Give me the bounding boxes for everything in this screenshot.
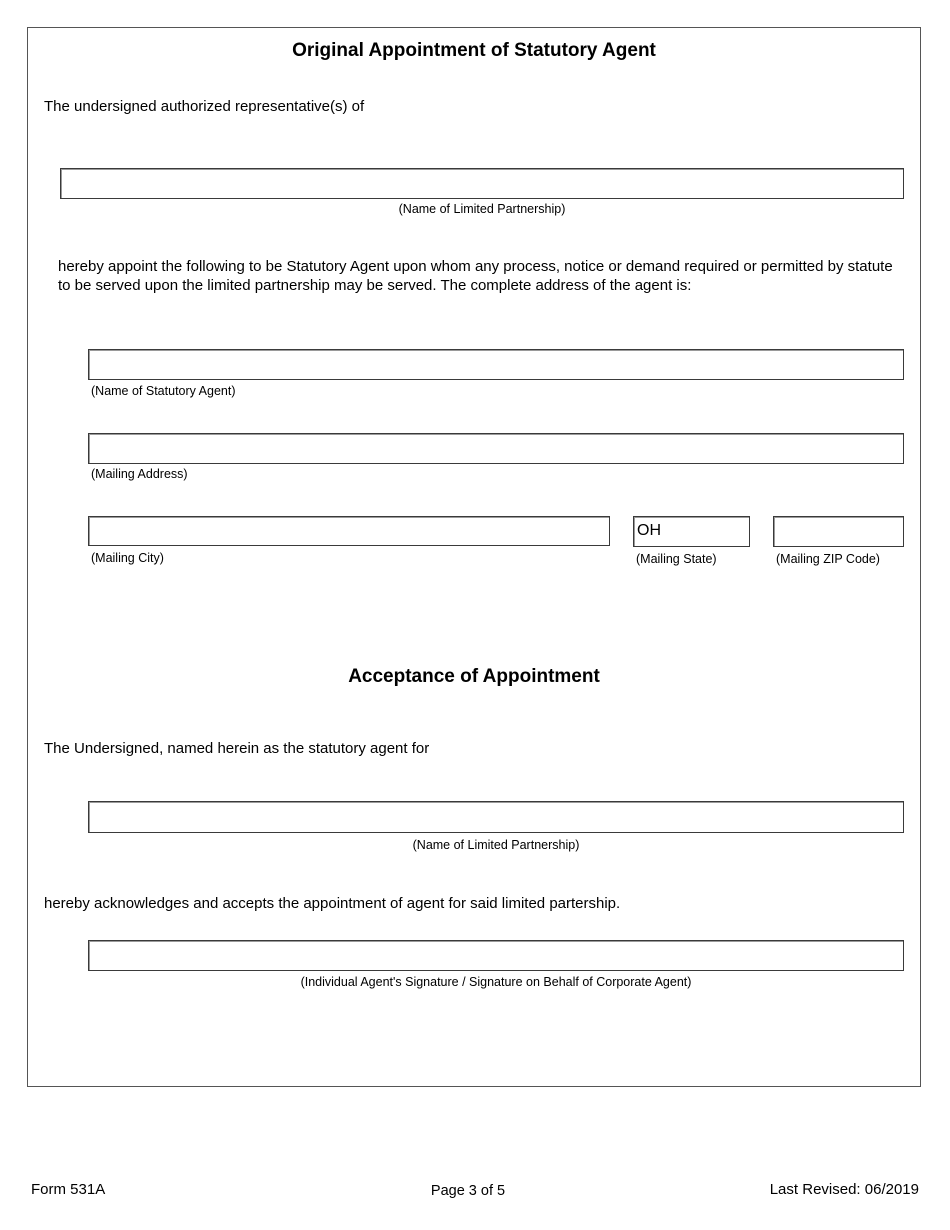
section-title-appointment: Original Appointment of Statutory Agent [292, 40, 656, 61]
agent-name-caption: (Name of Statutory Agent) [91, 384, 236, 398]
mailing-address-caption: (Mailing Address) [91, 467, 188, 481]
mailing-zip-caption: (Mailing ZIP Code) [776, 552, 880, 566]
appoint-text: hereby appoint the following to be Statutory Agent upon whom any process, notice or demand required or permitted by statute to be served upon the limited partnership may be served. The complete address of the agent is: [58, 258, 893, 294]
last-revised: Last Revised: 06/2019 [769, 1181, 919, 1198]
mailing-state-field[interactable]: OH [633, 516, 750, 547]
section-title-acceptance: Acceptance of Appointment [348, 666, 600, 687]
page-number: Page 3 of 5 [430, 1183, 506, 1199]
form-number: Form 531A [31, 1181, 106, 1198]
agent-name-field[interactable] [88, 349, 904, 380]
lp-name-field[interactable] [60, 168, 904, 199]
acceptance-intro-text: The Undersigned, named herein as the statutory agent for [44, 740, 430, 757]
mailing-state-caption: (Mailing State) [636, 552, 717, 566]
mailing-zip-field[interactable] [773, 516, 904, 547]
mailing-address-field[interactable] [88, 433, 904, 464]
acceptance-lp-name-field[interactable] [88, 801, 904, 833]
accept-text: hereby acknowledges and accepts the appointment of agent for said limited partership. [44, 895, 621, 912]
mailing-city-field[interactable] [88, 516, 610, 546]
acceptance-lp-name-caption: (Name of Limited Partnership) [412, 838, 580, 852]
mailing-city-caption: (Mailing City) [91, 551, 164, 565]
signature-caption: (Individual Agent's Signature / Signature on Behalf of Corporate Agent) [300, 975, 692, 989]
lp-name-caption: (Name of Limited Partnership) [398, 202, 566, 216]
signature-field[interactable] [88, 940, 904, 971]
intro-text: The undersigned authorized representative(s) of [44, 98, 365, 115]
